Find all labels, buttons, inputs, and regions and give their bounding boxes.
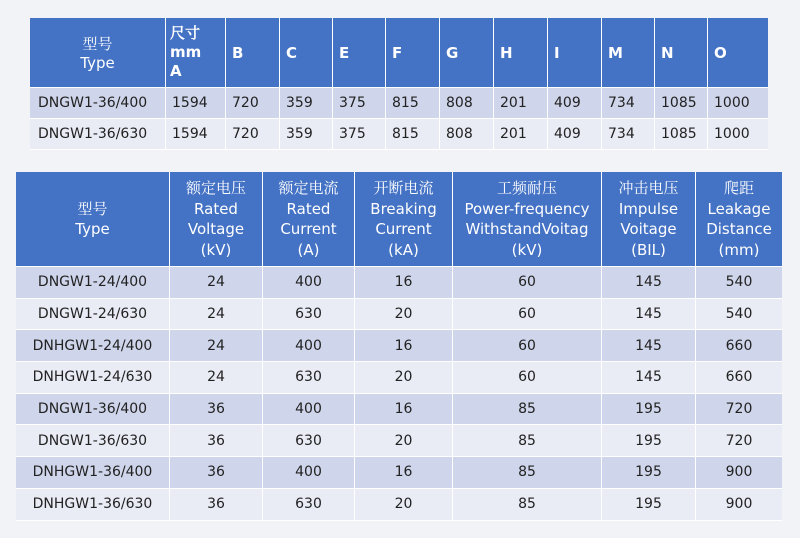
header-line: (kV) [200,240,232,259]
rating-cell: 24 [170,299,263,331]
rating-cell: 85 [453,489,602,521]
header-line: Type [75,220,110,238]
type-header-en: Type [80,54,115,72]
rating-cell: 36 [170,425,263,457]
header-line: 工频耐压 [496,179,557,197]
header-line: Leakage [707,199,771,218]
model-cell: DNHGW1-36/400 [16,457,170,489]
header-line: WithstandVoitag [465,220,589,238]
dimension-cell: 409 [548,88,602,119]
rating-cell: 60 [453,267,602,299]
breaking-current-header [355,172,453,267]
col-header-o: O [708,18,768,88]
rating-cell: 85 [453,394,602,426]
rating-cell: 540 [696,299,782,331]
rating-cell: 630 [263,489,355,521]
table-row [30,119,768,150]
header-line: (A) [297,240,320,259]
rating-cell: 16 [355,457,453,489]
dimension-cell: 1085 [655,88,708,119]
col-header-i: I [548,18,602,88]
rating-cell: 145 [602,362,696,394]
col-header-m: M [602,18,655,88]
rating-cell: 900 [696,489,782,521]
header-line: Breaking [370,199,437,218]
model-cell: DNGW1-36/630 [30,119,166,150]
rating-cell: 24 [170,330,263,362]
type-header [30,18,166,88]
power-frequency-header [453,172,602,267]
header-line: (BIL) [631,240,666,259]
dimension-cell: 359 [280,119,333,150]
rating-cell: 630 [263,299,355,331]
rating-cell: 145 [602,330,696,362]
ratings-header-row [16,172,782,267]
ratings-table-body [16,267,782,521]
rating-cell: 145 [602,299,696,331]
dimension-cell: 1594 [166,88,226,119]
rating-cell: 660 [696,362,782,394]
header-line: 开断电流 [373,179,434,197]
rating-cell: 900 [696,457,782,489]
rating-cell: 540 [696,267,782,299]
type-header [16,172,170,267]
rated-current-header [263,172,355,267]
dimension-cell: 815 [386,88,440,119]
dimension-cell: 201 [494,119,548,150]
header-line: Distance [706,220,772,238]
rating-cell: 36 [170,394,263,426]
rating-cell: 24 [170,362,263,394]
col-header-g: G [440,18,494,88]
rating-cell: 60 [453,330,602,362]
col-header-f: F [386,18,440,88]
table-row [16,457,782,489]
header-line: Rated [194,199,238,218]
table-row [16,394,782,426]
rating-cell: 16 [355,330,453,362]
dimension-cell: 375 [333,88,386,119]
dimension-cell: 808 [440,119,494,150]
header-line: 额定电压 [185,179,246,197]
rating-cell: 36 [170,457,263,489]
dimensions-table [30,18,768,150]
rating-cell: 195 [602,489,696,521]
rating-cell: 400 [263,394,355,426]
col-header-c: C [280,18,333,88]
rating-cell: 400 [263,330,355,362]
size-header-unit: mm [170,43,202,61]
rating-cell: 20 [355,299,453,331]
table-row [16,425,782,457]
rating-cell: 16 [355,267,453,299]
model-cell: DNGW1-36/400 [16,394,170,426]
rating-cell: 85 [453,425,602,457]
header-line: Power-frequency [464,199,590,218]
type-header-zh: 型号 [82,35,113,53]
col-header-e: E [333,18,386,88]
model-cell: DNHGW1-36/630 [16,489,170,521]
rating-cell: 20 [355,362,453,394]
header-line: 额定电流 [278,179,339,197]
table-row [16,362,782,394]
dimension-cell: 375 [333,119,386,150]
dimension-cell: 409 [548,119,602,150]
rating-cell: 400 [263,457,355,489]
table-row [16,489,782,521]
rating-cell: 400 [263,267,355,299]
rating-cell: 630 [263,425,355,457]
dimension-cell: 201 [494,88,548,119]
dimension-cell: 720 [226,119,280,150]
model-cell: DNHGW1-24/630 [16,362,170,394]
table-row [16,267,782,299]
header-line: Current [280,220,337,238]
leakage-distance-header [696,172,782,267]
rating-cell: 85 [453,457,602,489]
rating-cell: 720 [696,425,782,457]
size-header-zh: 尺寸 [170,24,201,42]
dimension-cell: 720 [226,88,280,119]
table-row [16,299,782,331]
table-row [16,330,782,362]
rating-cell: 24 [170,267,263,299]
model-cell: DNGW1-36/400 [30,88,166,119]
dimension-cell: 734 [602,119,655,150]
dimension-cell: 1000 [708,119,768,150]
size-header [166,18,226,88]
dimension-cell: 1085 [655,119,708,150]
ratings-table [16,172,782,521]
dimension-cell: 808 [440,88,494,119]
rating-cell: 20 [355,425,453,457]
rating-cell: 145 [602,267,696,299]
dimension-cell: 815 [386,119,440,150]
header-line: 冲击电压 [618,179,679,197]
dimension-cell: 359 [280,88,333,119]
col-header-n: N [655,18,708,88]
model-cell: DNGW1-24/400 [16,267,170,299]
dimensions-table-body [30,88,768,150]
dimensions-header-row [30,18,768,88]
dimension-cell: 1000 [708,88,768,119]
rated-voltage-header [170,172,263,267]
impulse-voltage-header [602,172,696,267]
dimension-cell: 734 [602,88,655,119]
header-line: Voitage [620,220,677,238]
rating-cell: 195 [602,394,696,426]
model-cell: DNHGW1-24/400 [16,330,170,362]
header-line: 型号 [77,199,108,218]
rating-cell: 60 [453,362,602,394]
header-line: (mm) [718,240,760,259]
rating-cell: 720 [696,394,782,426]
rating-cell: 20 [355,489,453,521]
col-header-h: H [494,18,548,88]
rating-cell: 36 [170,489,263,521]
rating-cell: 195 [602,425,696,457]
dimension-cell: 1594 [166,119,226,150]
rating-cell: 660 [696,330,782,362]
rating-cell: 16 [355,394,453,426]
header-line: 爬距 [723,179,754,197]
header-line: Impulse [618,199,679,218]
header-line: (kV) [511,240,543,259]
model-cell: DNGW1-24/630 [16,299,170,331]
header-line: Rated [286,199,331,218]
rating-cell: 630 [263,362,355,394]
rating-cell: 195 [602,457,696,489]
header-line: Current [375,220,432,238]
header-line: (kA) [388,240,419,259]
size-header-a: A [170,62,182,80]
header-line: Voltage [187,220,245,238]
col-header-b: B [226,18,280,88]
model-cell: DNGW1-36/630 [16,425,170,457]
rating-cell: 60 [453,299,602,331]
table-row [30,88,768,119]
